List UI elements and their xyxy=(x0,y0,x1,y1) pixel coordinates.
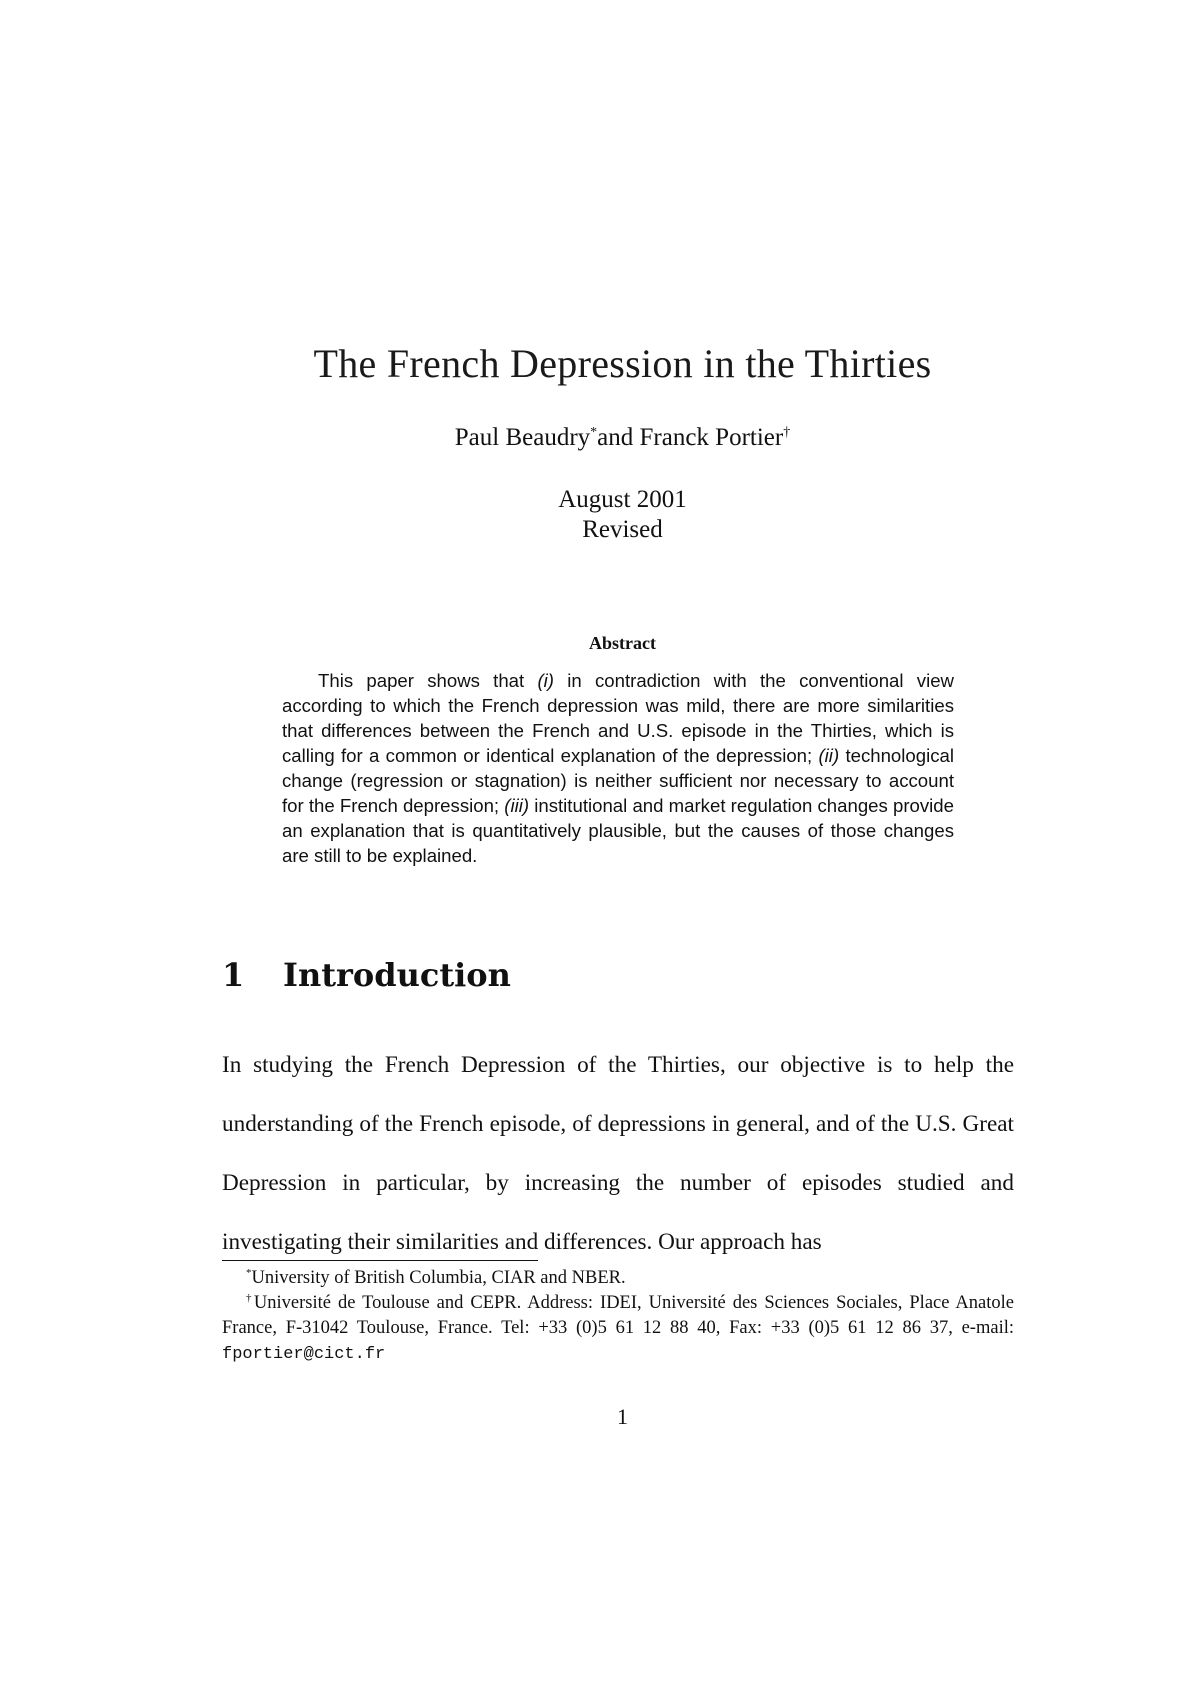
author-name: and Franck Portier xyxy=(597,424,784,451)
footnote-rule xyxy=(222,1260,538,1261)
footnote-marker: * xyxy=(246,1267,252,1279)
email-link[interactable]: fportier@cict.fr xyxy=(222,1345,386,1364)
abstract-enumerator: (iii) xyxy=(504,795,530,816)
abstract-heading: Abstract xyxy=(589,633,656,653)
section-number: 1 xyxy=(222,956,245,994)
abstract-fragment: technological change (regression or stagnation) is neither sufficient nor necessary to account for the French depression; xyxy=(282,745,954,816)
paper-date-block xyxy=(0,485,1200,545)
paper-title: The French Depression in the Thirties xyxy=(313,341,932,386)
author-name: Paul Beaudry xyxy=(454,424,591,451)
footnote-text: University of British Columbia, CIAR and NBER. xyxy=(251,1268,626,1288)
footnotes xyxy=(222,1266,1014,1367)
footnote-text: Université de Toulouse and CEPR. Address: IDEI, Université des Sciences Sociales, Place Anatole France, F-31042 Toulouse, France. Tel: +33 (0)5 61 12 88 40, Fax: +33 (0)5 61 12 86 37, e-mail: xyxy=(222,1293,1014,1338)
paper-status: Revised xyxy=(582,516,663,543)
abstract-fragment: in contradiction with the conventional view according to which the French depression was mild, there are more similarities that differences between the French and U.S. episode in the Thirties, which is calling for a common or identical explanation of the depression; xyxy=(282,670,954,766)
abstract-fragment: institutional and market regulation changes provide an explanation that is quantitatively plausible, but the causes of those changes are still to be explained. xyxy=(282,795,954,866)
paper-date: August 2001 xyxy=(558,486,687,513)
section-title: Introduction xyxy=(283,956,511,994)
footnote xyxy=(222,1291,1014,1367)
author-line xyxy=(0,422,1200,454)
footnote xyxy=(222,1266,1014,1291)
body-paragraph: In studying the French Depression of the Thirties, our objective is to help the understanding of the French episode, of depressions in general, and of the U.S. Great Depression in particular, by increasing the number of episodes studied and investigating their similarities and differences. Our approach has xyxy=(222,1052,1014,1255)
footnote-marker: † xyxy=(783,425,791,440)
page-number: 1 xyxy=(617,1404,628,1429)
abstract-text xyxy=(282,668,954,868)
abstract-fragment: This paper shows that xyxy=(318,670,538,691)
footnote-marker: * xyxy=(590,425,598,440)
abstract-enumerator: (ii) xyxy=(818,745,840,766)
footnote-marker: † xyxy=(246,1292,254,1304)
section-heading xyxy=(222,955,511,995)
abstract-enumerator: (i) xyxy=(537,670,554,691)
